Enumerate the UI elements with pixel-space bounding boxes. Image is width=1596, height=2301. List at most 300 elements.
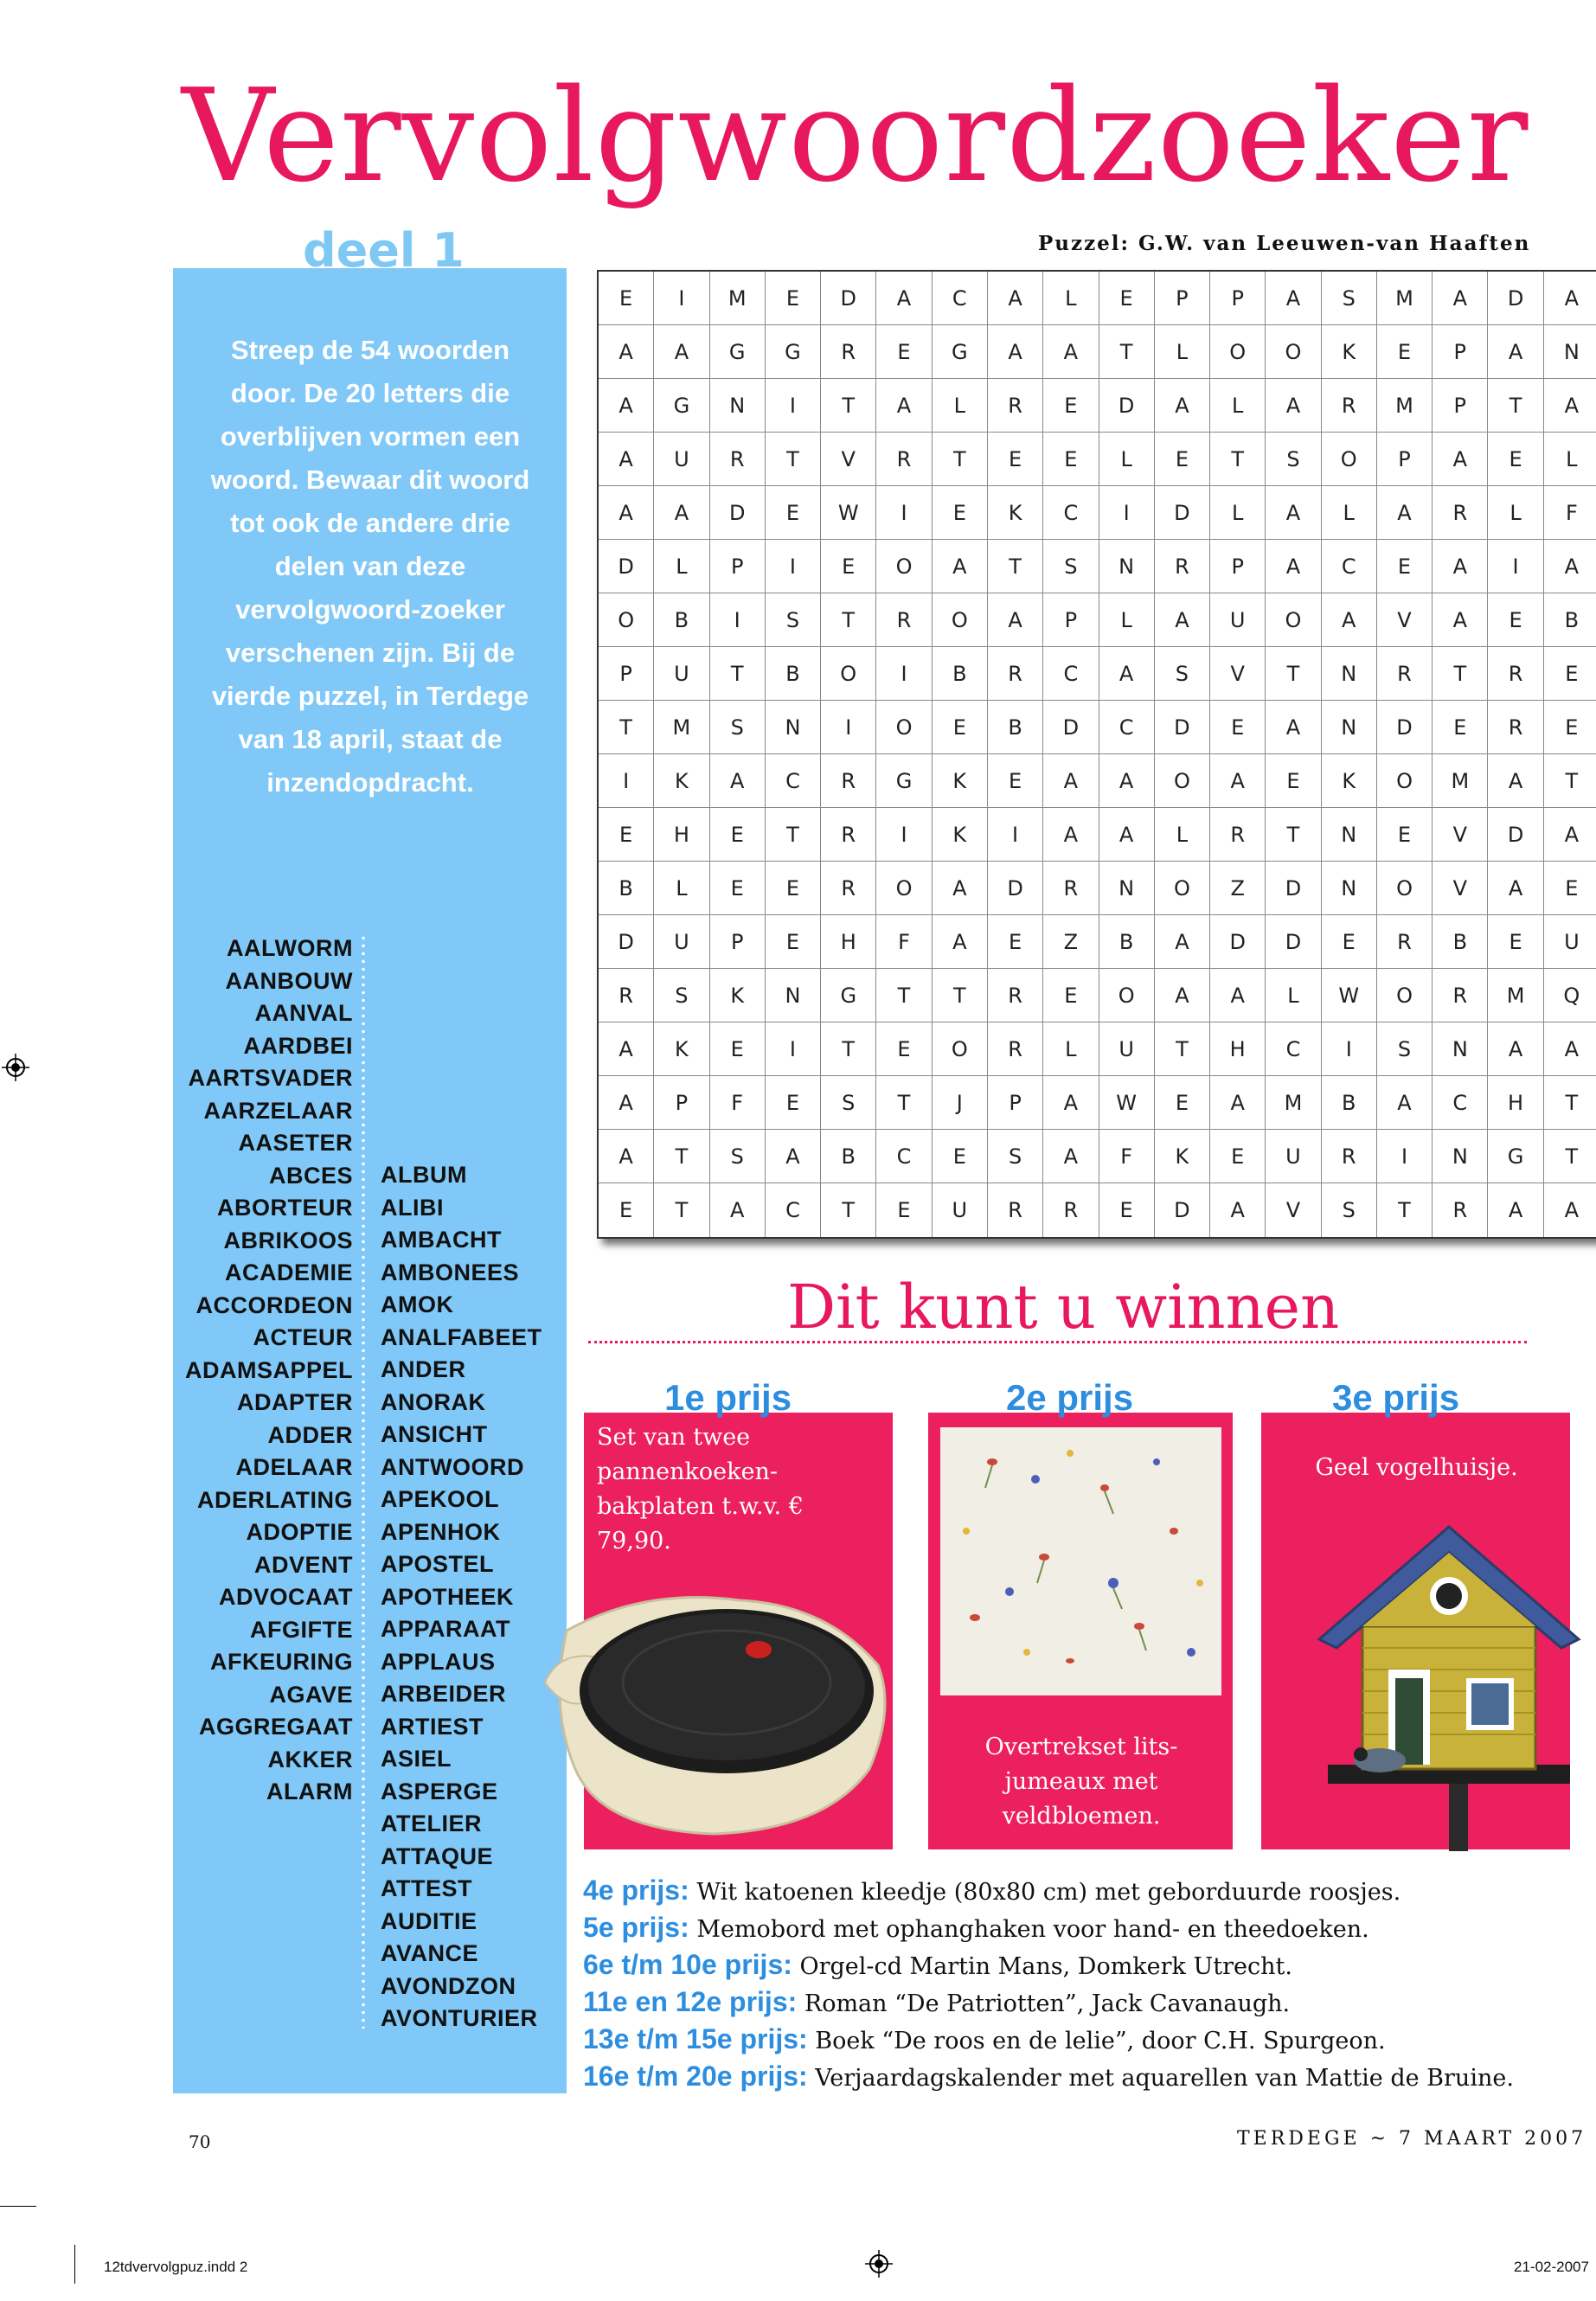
word-list-item: ARBEIDER [381, 1681, 507, 1707]
grid-cell: A [1544, 808, 1596, 862]
grid-cell: L [1322, 486, 1377, 540]
grid-cell: I [876, 486, 932, 540]
grid-cell: T [821, 379, 876, 433]
grid-cell: E [766, 915, 821, 969]
word-list-item: ALIBI [381, 1194, 444, 1221]
grid-cell: A [1544, 272, 1596, 325]
word-list-item: AALWORM [227, 935, 353, 961]
grid-cell: E [1377, 808, 1433, 862]
grid-cell: G [821, 969, 876, 1022]
grid-cell: L [1099, 433, 1155, 486]
grid-cell: O [1377, 754, 1433, 808]
crop-mark [74, 2245, 75, 2284]
other-prize-line [583, 2059, 1514, 2096]
grid-cell: A [1155, 969, 1210, 1022]
grid-cell: Z [1043, 915, 1099, 969]
grid-cell: T [933, 969, 988, 1022]
grid-cell: A [654, 486, 709, 540]
grid-cell: E [766, 486, 821, 540]
prize-2-text: Overtrekset lits-jumeaux met veldbloemen. [984, 1734, 1178, 1830]
word-list-item: ABCES [268, 1162, 353, 1189]
grid-cell: R [1433, 486, 1488, 540]
grid-cell: H [654, 808, 709, 862]
grid-cell: P [1043, 593, 1099, 647]
grid-cell: S [1322, 272, 1377, 325]
grid-cell: K [933, 808, 988, 862]
grid-cell: B [599, 862, 654, 915]
other-prize-label: 6e t/m 10e prijs: [583, 1949, 792, 1980]
word-list-item: ADERLATING [197, 1486, 353, 1513]
grid-cell: R [1488, 701, 1543, 754]
grid-cell: A [1266, 272, 1321, 325]
word-list-item: AARZELAAR [203, 1097, 353, 1124]
grid-cell: G [876, 754, 932, 808]
grid-cell: P [1155, 272, 1210, 325]
birdhouse-image [1302, 1509, 1587, 1851]
grid-cell: U [1266, 1130, 1321, 1183]
grid-cell: P [1433, 379, 1488, 433]
grid-cell: S [1377, 1022, 1433, 1076]
grid-cell: S [988, 1130, 1043, 1183]
word-list-item: AGAVE [269, 1681, 353, 1708]
grid-cell: D [1155, 486, 1210, 540]
grid-cell: N [766, 969, 821, 1022]
grid-cell: R [1377, 915, 1433, 969]
grid-cell: R [876, 593, 932, 647]
grid-cell: E [1488, 915, 1543, 969]
grid-cell: A [599, 433, 654, 486]
grid-cell: A [988, 593, 1043, 647]
registration-mark-icon [2, 1054, 29, 1081]
grid-cell: A [1155, 379, 1210, 433]
grid-cell: T [1488, 379, 1543, 433]
word-list-item: ANTWOORD [381, 1453, 524, 1480]
grid-cell: C [1043, 647, 1099, 701]
grid-cell: E [1210, 701, 1266, 754]
grid-cell: E [988, 433, 1043, 486]
grid-cell: D [1155, 701, 1210, 754]
grid-cell: L [1155, 808, 1210, 862]
grid-cell: S [710, 1130, 766, 1183]
grid-cell: O [876, 862, 932, 915]
word-list-item: ATELIER [381, 1811, 482, 1836]
grid-cell: D [599, 915, 654, 969]
grid-cell: C [766, 1183, 821, 1237]
grid-cell: P [654, 1076, 709, 1130]
grid-cell: K [710, 969, 766, 1022]
grid-cell: E [766, 272, 821, 325]
grid-cell: R [988, 379, 1043, 433]
grid-cell: W [821, 486, 876, 540]
grid-cell: L [1043, 272, 1099, 325]
grid-cell: R [876, 433, 932, 486]
grid-cell: T [654, 1183, 709, 1237]
grid-cell: A [1433, 593, 1488, 647]
prize-2-label: 2e prijs [1006, 1377, 1134, 1418]
grid-cell: A [1488, 1022, 1543, 1076]
grid-cell: L [1488, 486, 1543, 540]
word-list-item: AARTSVADER [188, 1065, 353, 1091]
word-list-item: ASPERGE [381, 1778, 498, 1804]
word-list-item: ADAPTER [236, 1389, 353, 1415]
grid-cell: S [654, 969, 709, 1022]
other-prize-line [583, 1947, 1514, 1984]
grid-cell: T [1210, 433, 1266, 486]
grid-cell: R [821, 808, 876, 862]
grid-cell: V [1433, 808, 1488, 862]
grid-cell: I [1099, 486, 1155, 540]
puzzle-author: Puzzel: G.W. van Leeuwen-van Haaften [1038, 232, 1531, 255]
grid-cell: E [933, 486, 988, 540]
grid-cell: A [1544, 1022, 1596, 1076]
grid-cell: K [933, 754, 988, 808]
word-list-item: AANBOUW [225, 967, 353, 994]
grid-cell: J [933, 1076, 988, 1130]
page-number: 70 [189, 2131, 211, 2152]
grid-cell: D [1099, 379, 1155, 433]
grid-cell: E [1433, 701, 1488, 754]
dotted-rule [588, 1341, 1527, 1343]
grid-cell: E [1544, 701, 1596, 754]
grid-cell: A [1266, 486, 1321, 540]
grid-cell: A [1377, 1076, 1433, 1130]
word-list-item: APPARAAT [381, 1616, 510, 1642]
grid-cell: I [1377, 1130, 1433, 1183]
grid-cell: R [1377, 647, 1433, 701]
grid-cell: G [933, 325, 988, 379]
grid-cell: A [1488, 325, 1543, 379]
grid-cell: L [1210, 379, 1266, 433]
grid-cell: T [1544, 1076, 1596, 1130]
crop-mark [0, 2206, 36, 2207]
file-name: 12tdvervolgpuz.indd 2 [104, 2259, 248, 2275]
grid-cell: B [766, 647, 821, 701]
word-list-item: AVONTURIER [381, 2005, 538, 2031]
grid-cell: E [710, 808, 766, 862]
grid-cell: I [766, 540, 821, 593]
grid-cell: U [654, 647, 709, 701]
grid-cell: L [654, 540, 709, 593]
word-list-item: ANSICHT [381, 1421, 488, 1447]
grid-cell: M [1377, 379, 1433, 433]
other-prize-text: Wit katoenen kleedje (80x80 cm) met geborduurde roosjes. [696, 1879, 1401, 1906]
grid-cell: E [710, 862, 766, 915]
grid-cell: I [710, 593, 766, 647]
grid-cell: M [1488, 969, 1543, 1022]
grid-cell: R [988, 1022, 1043, 1076]
grid-cell: N [766, 701, 821, 754]
word-list-item: ABRIKOOS [223, 1227, 353, 1253]
grid-cell: T [654, 1130, 709, 1183]
other-prize-text: Orgel-cd Martin Mans, Domkerk Utrecht. [799, 1953, 1292, 1980]
grid-cell: O [1266, 325, 1321, 379]
grid-cell: A [1099, 808, 1155, 862]
grid-cell: R [1155, 540, 1210, 593]
grid-cell: E [1488, 593, 1543, 647]
other-prize-line [583, 1910, 1514, 1947]
grid-cell: E [1043, 969, 1099, 1022]
grid-cell: D [1210, 915, 1266, 969]
grid-cell: A [1043, 808, 1099, 862]
grid-cell: G [1488, 1130, 1543, 1183]
grid-cell: E [1488, 433, 1543, 486]
grid-cell: T [876, 969, 932, 1022]
grid-cell: D [1043, 701, 1099, 754]
grid-cell: T [821, 1022, 876, 1076]
grid-cell: B [933, 647, 988, 701]
grid-cell: E [876, 325, 932, 379]
grid-cell: O [1377, 969, 1433, 1022]
grid-cell: I [821, 701, 876, 754]
grid-cell: A [1488, 754, 1543, 808]
grid-cell: R [1043, 1183, 1099, 1237]
grid-cell: K [1322, 754, 1377, 808]
grid-cell: O [821, 647, 876, 701]
other-prize-label: 5e prijs: [583, 1912, 689, 1943]
grid-cell: R [1433, 1183, 1488, 1237]
grid-cell: A [1210, 1183, 1266, 1237]
grid-cell: S [821, 1076, 876, 1130]
grid-cell: R [988, 647, 1043, 701]
grid-cell: G [654, 379, 709, 433]
grid-cell: O [1155, 862, 1210, 915]
word-list-item: ASIEL [381, 1746, 452, 1772]
grid-cell: A [1564, 1198, 1580, 1222]
grid-cell: U [1210, 593, 1266, 647]
grid-cell: D [599, 540, 654, 593]
grid-cell: C [1099, 701, 1155, 754]
grid-cell: E [1377, 325, 1433, 379]
grid-cell: D [1266, 915, 1321, 969]
grid-cell: A [1210, 754, 1266, 808]
grid-cell: T [1155, 1022, 1210, 1076]
grid-cell: O [933, 593, 988, 647]
grid-cell: A [766, 1130, 821, 1183]
grid-cell: M [710, 272, 766, 325]
grid-cell: A [599, 325, 654, 379]
grid-cell: O [1099, 969, 1155, 1022]
publication-footer: TERDEGE ~ 7 MAART 2007 [1237, 2128, 1587, 2150]
grid-cell: I [876, 808, 932, 862]
hot-plate-image [541, 1570, 904, 1847]
grid-cell: B [988, 701, 1043, 754]
word-list-item: ALARM [266, 1779, 353, 1804]
grid-cell: T [599, 701, 654, 754]
other-prize-line [583, 2022, 1514, 2059]
other-prizes-list [583, 1873, 1514, 2096]
grid-cell: A [1099, 647, 1155, 701]
grid-cell: A [1266, 540, 1321, 593]
word-list-item: ADOPTIE [246, 1519, 353, 1545]
grid-cell: C [1433, 1076, 1488, 1130]
grid-cell: C [933, 272, 988, 325]
grid-cell: I [766, 1022, 821, 1076]
other-prize-text: Roman “De Patriotten”, Jack Cavanaugh. [804, 1990, 1291, 2017]
grid-cell: I [988, 808, 1043, 862]
grid-cell: A [1043, 754, 1099, 808]
grid-cell: O [1155, 754, 1210, 808]
other-prize-line [583, 1984, 1514, 2022]
word-list-item: AVANCE [381, 1940, 479, 1966]
grid-cell: P [1377, 433, 1433, 486]
prize-3-text: Geel vogelhuisje. [1315, 1454, 1518, 1481]
grid-cell: R [710, 433, 766, 486]
grid-cell: A [710, 754, 766, 808]
grid-cell: A [1155, 593, 1210, 647]
grid-cell: O [1377, 862, 1433, 915]
grid-cell: S [1322, 1183, 1377, 1237]
grid-cell: F [876, 915, 932, 969]
grid-cell: E [1099, 272, 1155, 325]
grid-cell: N [1322, 647, 1377, 701]
grid-cell: P [988, 1076, 1043, 1130]
grid-cell: D [710, 486, 766, 540]
grid-cell: O [876, 701, 932, 754]
grid-cell: E [1544, 862, 1596, 915]
grid-cell: O [1322, 433, 1377, 486]
word-list-item: AUDITIE [381, 1907, 478, 1934]
grid-cell: I [654, 272, 709, 325]
grid-cell: C [1266, 1022, 1321, 1076]
grid-cell: A [876, 379, 932, 433]
grid-cell: R [1322, 379, 1377, 433]
grid-cell: A [1210, 969, 1266, 1022]
grid-cell: L [654, 862, 709, 915]
grid-cell: N [1433, 1022, 1488, 1076]
word-list-item: ACTEUR [253, 1324, 353, 1350]
word-list-item: AANVAL [254, 1000, 353, 1026]
grid-cell: E [876, 1022, 932, 1076]
word-list-item: ABORTEUR [217, 1195, 353, 1221]
word-search-grid [597, 270, 1596, 1239]
word-list-item: ARTIEST [381, 1713, 484, 1740]
grid-cell: R [1433, 969, 1488, 1022]
word-list-column-1 [182, 933, 353, 1809]
word-list-item: AFGIFTE [250, 1616, 353, 1643]
grid-cell: A [933, 540, 988, 593]
grid-cell: T [876, 1076, 932, 1130]
grid-cell: E [988, 754, 1043, 808]
grid-cell: V [1433, 862, 1488, 915]
grid-cell: D [988, 862, 1043, 915]
grid-cell: A [988, 272, 1043, 325]
grid-cell: A [599, 486, 654, 540]
other-prize-label: 13e t/m 15e prijs: [583, 2023, 808, 2054]
word-list-item: APOSTEL [381, 1551, 495, 1577]
grid-cell: D [1377, 701, 1433, 754]
prizes-heading: Dit kunt u winnen [787, 1272, 1340, 1343]
grid-cell: B [654, 593, 709, 647]
word-list-item: ACCORDEON [195, 1292, 353, 1318]
word-list-item: AKKER [267, 1746, 353, 1772]
grid-cell: A [1433, 272, 1488, 325]
grid-cell: E [933, 701, 988, 754]
grid-cell: E [1322, 915, 1377, 969]
grid-cell: L [1266, 969, 1321, 1022]
grid-cell: K [654, 1022, 709, 1076]
grid-cell: E [988, 915, 1043, 969]
instructions-text: Streep de 54 woorden door. De 20 letters die overblijven vormen een woord. Bewaar dit woord tot ook de andere drie delen van deze vervolgwoord-zoeker verschenen zijn. Bij de vierde puzzel, in Terdege van 18 april, staat de inzendopdracht. [210, 335, 530, 798]
grid-cell: E [599, 272, 654, 325]
bedding-image [940, 1427, 1221, 1695]
page-subtitle: deel 1 [303, 223, 465, 278]
word-list-item: ATTAQUE [381, 1843, 493, 1869]
grid-cell: N [710, 379, 766, 433]
grid-cell: B [1433, 915, 1488, 969]
grid-cell: F [1544, 486, 1596, 540]
word-list-item: APOTHEEK [381, 1583, 515, 1610]
grid-cell: Q [1544, 969, 1596, 1022]
grid-cell: A [1322, 593, 1377, 647]
grid-cell: T [821, 1183, 876, 1237]
grid-cell: F [710, 1076, 766, 1130]
word-list-item: AVONDZON [381, 1972, 516, 1999]
grid-cell: T [766, 808, 821, 862]
grid-cell: V [821, 433, 876, 486]
grid-cell: A [876, 272, 932, 325]
word-list-item: ADVOCAAT [219, 1584, 353, 1610]
word-list-item: ADDER [267, 1421, 353, 1448]
grid-cell: M [1433, 754, 1488, 808]
grid-cell: T [710, 647, 766, 701]
grid-cell: P [1210, 540, 1266, 593]
grid-cell: B [1322, 1076, 1377, 1130]
grid-cell: G [710, 325, 766, 379]
dotted-divider [362, 934, 365, 2029]
grid-cell: S [766, 593, 821, 647]
grid-cell: I [1322, 1022, 1377, 1076]
grid-cell: E [1210, 1130, 1266, 1183]
grid-cell: E [766, 1076, 821, 1130]
word-list-item: APENHOK [381, 1518, 501, 1545]
grid-cell: P [710, 915, 766, 969]
grid-cell: N [1322, 701, 1377, 754]
grid-cell: A [1433, 433, 1488, 486]
grid-cell: H [1488, 1076, 1543, 1130]
page-title: Vervolgwoordzoeker [182, 61, 1529, 210]
grid-cell: S [1155, 647, 1210, 701]
other-prize-line [583, 1873, 1514, 1910]
grid-cell: T [1266, 647, 1321, 701]
grid-cell: A [1099, 754, 1155, 808]
grid-cell: I [766, 379, 821, 433]
word-list-item: APEKOOL [381, 1486, 500, 1512]
grid-cell: N [1433, 1130, 1488, 1183]
grid-cell: P [599, 647, 654, 701]
word-list-item: AMBONEES [381, 1259, 520, 1285]
grid-cell: E [599, 1183, 654, 1237]
grid-cell: R [988, 1183, 1043, 1237]
grid-cell: K [1155, 1130, 1210, 1183]
other-prize-text: Boek “De roos en de lelie”, door C.H. Spurgeon. [815, 2028, 1386, 2054]
word-list-item: AARDBEI [243, 1032, 353, 1059]
grid-cell: A [933, 915, 988, 969]
grid-cell: A [933, 862, 988, 915]
grid-cell: L [1043, 1022, 1099, 1076]
word-list-item: ANDER [381, 1356, 466, 1382]
grid-cell: V [1377, 593, 1433, 647]
grid-cell: O [933, 1022, 988, 1076]
grid-cell: A [1155, 915, 1210, 969]
grid-cell: O [1266, 593, 1321, 647]
grid-cell: R [1488, 647, 1543, 701]
grid-cell: B [1099, 915, 1155, 969]
grid-cell: R [1043, 862, 1099, 915]
grid-cell: T [1433, 647, 1488, 701]
grid-cell: E [1377, 540, 1433, 593]
grid-cell: W [1099, 1076, 1155, 1130]
grid-cell: L [1155, 325, 1210, 379]
